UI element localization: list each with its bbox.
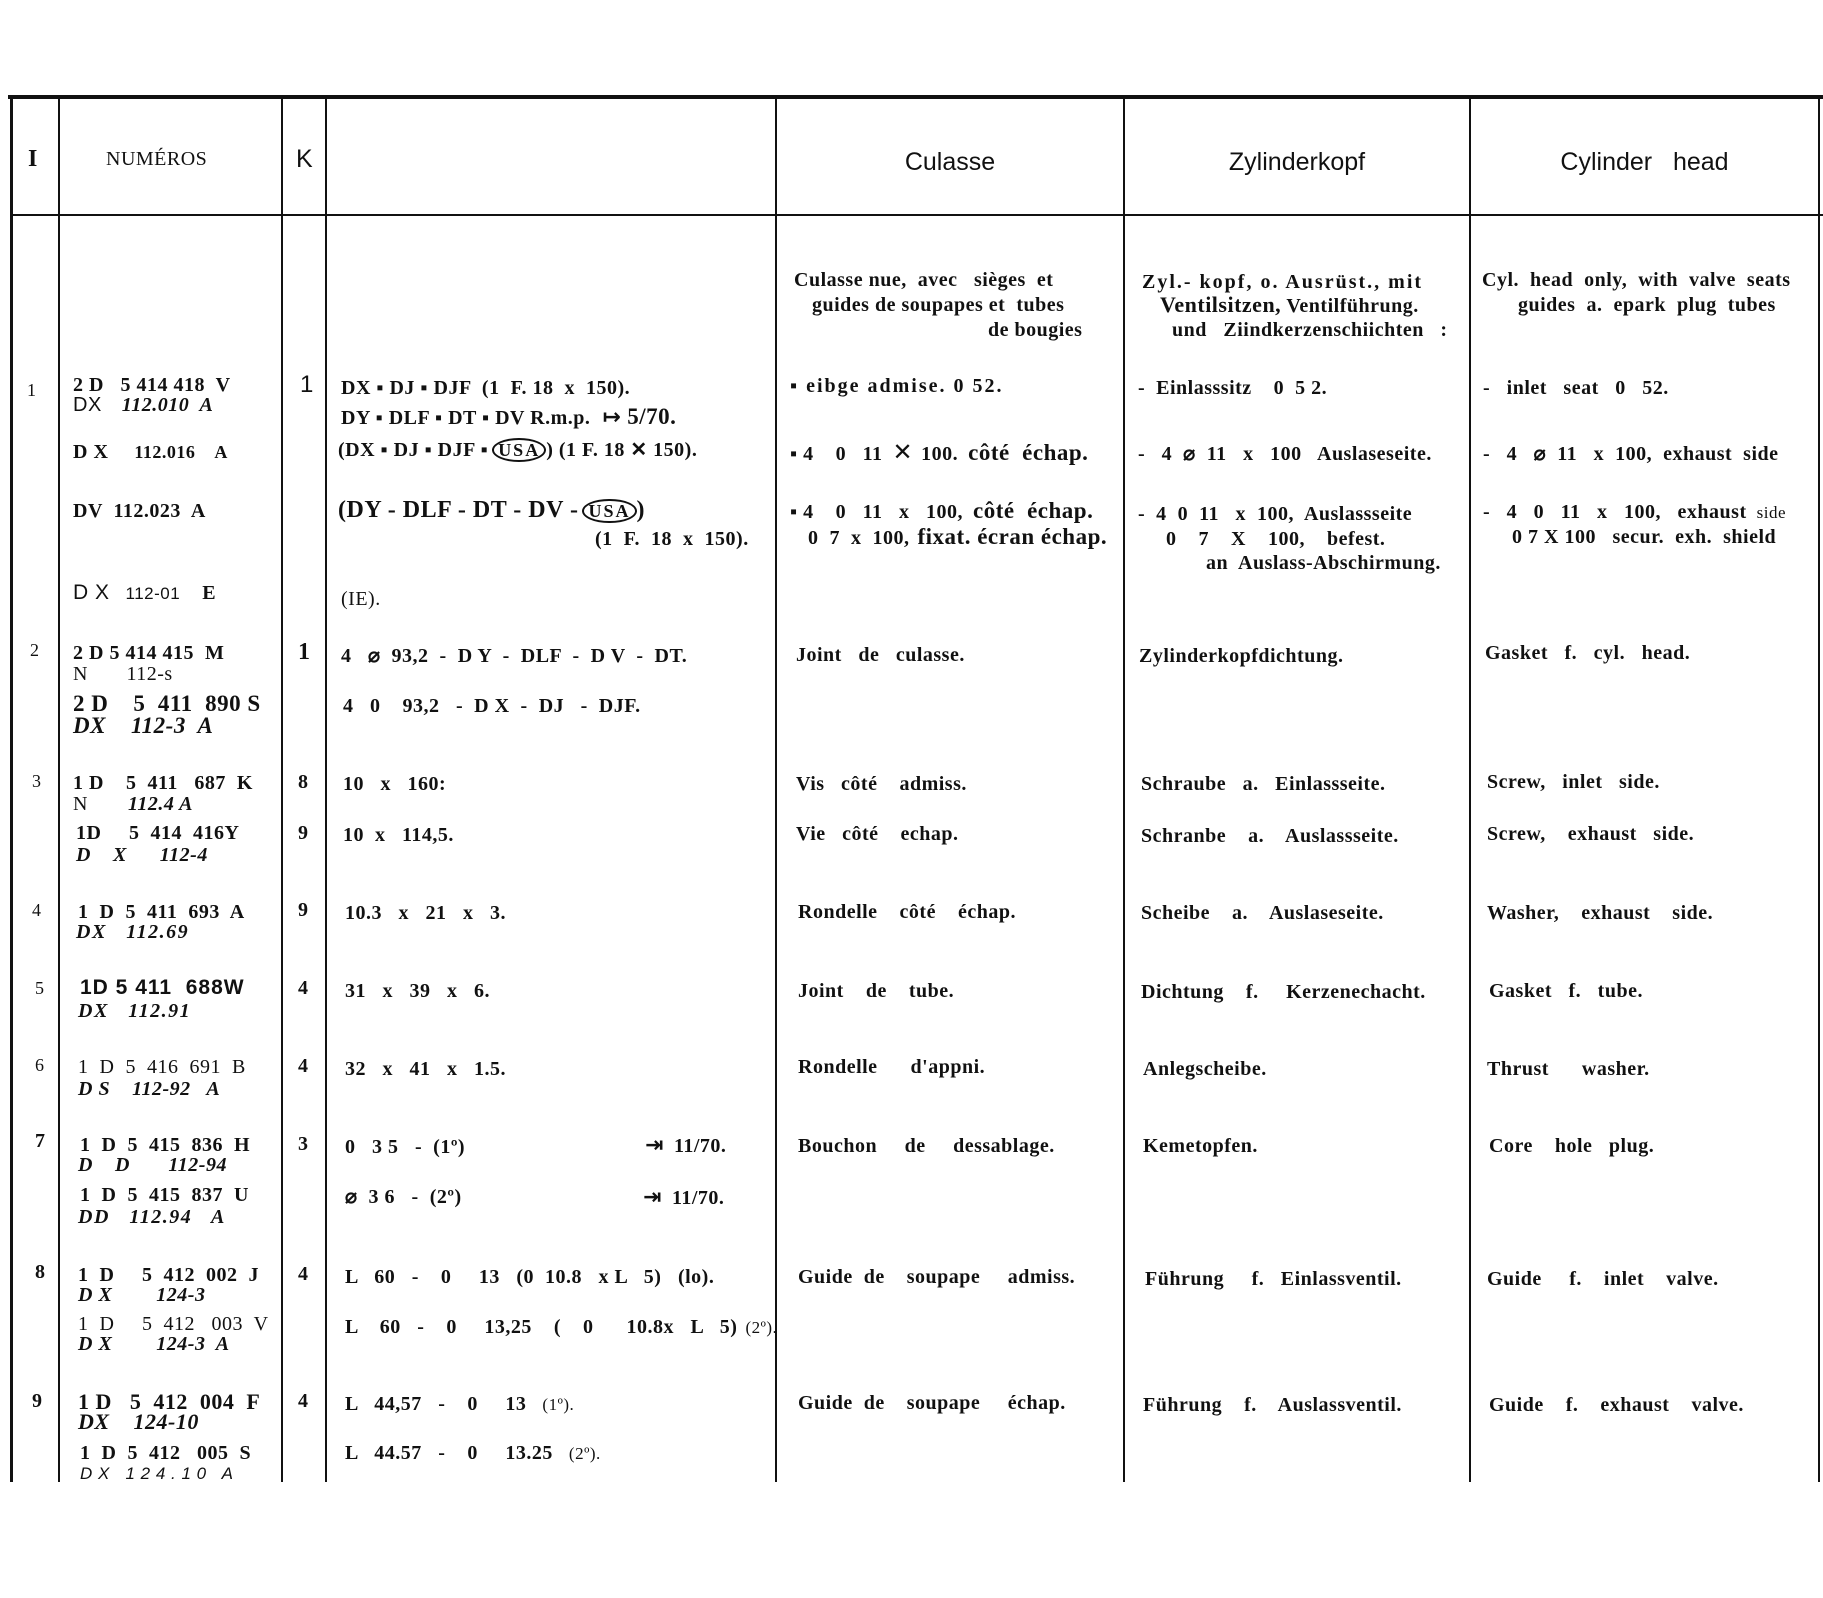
description-line: 4 ⌀ 93,2 - D Y - DLF - D V - DT. [341,645,688,667]
part-number-model: D D 112-94 [78,1154,227,1176]
description-date: 11/70. [673,1135,727,1157]
row-index: 8 [35,1261,46,1283]
en-text [1483,500,1786,525]
row-index: 1 [27,380,37,400]
description-line [643,1186,724,1210]
quantity-k: 4 [298,1390,309,1412]
description-date: 11/70. [671,1187,725,1209]
part-number-model: DD 112.94 A [78,1206,226,1228]
fr-text: Joint de culasse. [796,644,965,666]
header-k: K [296,145,313,173]
part-number-model: DX 112.91 [78,1000,192,1022]
intro-en-line1: Cyl. head only, with valve seats [1482,269,1791,291]
description-text: ) (1 F. 18 ✕ 150). [546,439,698,461]
description-line [345,1441,601,1466]
column-divider [58,97,60,1482]
de-text: Kemetopfen. [1143,1135,1258,1157]
part-number: 2 D 5 414 415 M [73,642,225,664]
fr-text [808,525,1107,550]
part-number: 1 D 5 415 837 U [80,1184,249,1206]
fr-text: Guide de soupape admiss. [798,1266,1076,1288]
de-text: Schraube a. Einlassseite. [1141,773,1386,795]
description-line: DX ▪ DJ ▪ DJF (1 F. 18 x 150). [341,377,631,399]
part-number: 1 D 5 415 836 H [80,1134,250,1156]
description-line: 10.3 x 21 x 3. [345,902,506,924]
quantity-k: 4 [298,977,309,999]
column-divider [1123,97,1125,1482]
en-text: Screw, exhaust side. [1487,823,1695,845]
column-divider [1469,97,1471,1482]
fr-text [790,440,1088,466]
description-line: (IE). [341,588,381,610]
intro-en-line2: guides a. epark plug tubes [1518,294,1776,316]
intro-de-line2 [1160,293,1419,318]
description-line: (1 F. 18 x 150). [595,528,749,550]
intro-fr-line2: guides de soupapes et tubes [812,294,1065,316]
intro-fr-line3: de bougies [988,319,1083,341]
de-text: - Einlasssitz 0 5 2. [1138,377,1328,399]
arrow-icon: ⇥ [643,1185,662,1210]
en-text: 0 7 X 100 secur. exh. shield [1512,526,1777,548]
part-number-model [73,393,213,417]
part-number: 2 D 5 414 418 V [73,374,231,396]
description-text: (2º). [568,1444,601,1463]
description-text: DY ▪ DLF ▪ DT ▪ DV R.m.p. [341,407,591,429]
part-number-suffix: E [202,582,217,604]
de-text: Führung f. Auslassventil. [1143,1394,1402,1416]
part-number-ref: 112-01 [125,584,181,603]
en-text: Guide f. exhaust valve. [1489,1394,1744,1416]
de-text: Schranbe a. Auslassseite. [1141,825,1399,847]
header-numeros: NUMÉROS [106,148,208,170]
description-text: L 60 - 0 13,25 ( 0 10.8x L 5) [345,1316,738,1338]
fr-text: Guide de soupape échap. [798,1392,1066,1414]
description-line: 4 0 93,2 - D X - DJ - DJF. [343,695,641,717]
description-text: (DX ▪ DJ ▪ DJF ▪ [338,439,489,461]
cross-icon: ✕ [892,438,914,466]
part-number-model: D X 124-3 [78,1284,206,1306]
description-line: 10 x 114,5. [343,824,454,846]
description-text: ) [636,497,645,523]
description-text: L 44,57 - 0 13 [345,1393,527,1415]
fr-text: Rondelle côté échap. [798,901,1016,923]
fr-text: Joint de tube. [798,980,955,1002]
en-text: - 4 ⌀ 11 x 100, exhaust side [1483,443,1779,465]
part-number-model [73,581,216,606]
description-text: L 44.57 - 0 13.25 [345,1442,553,1464]
part-number-model: D X 124-3 A [78,1333,230,1355]
en-text: Washer, exhaust side. [1487,902,1714,924]
quantity-k: 3 [298,1133,309,1155]
description-text: (1º). [542,1395,575,1414]
description-text: (2º). [745,1318,778,1337]
usa-stamp-icon: USA [492,438,546,462]
arrow-icon: ⇥ [645,1133,664,1158]
intro-de-ventilsitzen: Ventilsitzen, [1160,292,1282,317]
description-line [338,438,697,462]
header-zylinderkopf: Zylinderkopf [1228,148,1366,176]
description-line [645,1134,726,1158]
intro-fr-line1: Culasse nue, avec sièges et [794,269,1054,291]
part-number-ref: 112.4 A [127,793,193,815]
intro-de-line1: Zyl.- kopf, o. Ausrüst., mit [1142,271,1424,293]
en-text-part: side [1756,503,1787,522]
en-text: Core hole plug. [1489,1135,1655,1157]
part-number-model: D X 1 2 4 . 1 0 A [80,1464,234,1483]
part-number-model: DX 112.69 [76,921,190,943]
row-index: 4 [32,900,42,920]
row-index: 7 [35,1130,46,1152]
row-index: 5 [35,978,45,998]
column-divider [281,97,283,1482]
fr-text-part: 0 7 x 100, [808,527,910,549]
en-text: Gasket f. cyl. head. [1485,642,1691,664]
header-cylinder-head: Cylinder head [1560,148,1729,176]
part-number: 1 D 5 412 002 J [78,1264,259,1286]
description-line: 0 3 5 - (1º) [345,1136,466,1158]
header-index: I [28,146,38,172]
fr-text: Bouchon de dessablage. [798,1135,1055,1157]
fr-text-part: côté échap. [973,498,1094,523]
description-date: 5/70. [627,404,677,429]
en-text: Guide f. inlet valve. [1487,1268,1719,1290]
part-number-ref: 112.010 A [121,394,214,416]
en-text: Gasket f. tube. [1489,980,1643,1002]
de-text: - 4 0 11 x 100, Auslassseite [1138,503,1413,525]
part-number: 1 D 5 412 003 V [78,1313,269,1335]
part-number-model [73,440,228,464]
part-number-prefix: D X [73,581,110,604]
description-line: 10 x 160: [343,773,447,795]
description-line: 31 x 39 x 6. [345,980,490,1002]
description-line [345,1315,777,1340]
part-number: 1D 5 411 688W [80,976,245,999]
part-number: 1 D 5 412 004 F [78,1389,261,1414]
fr-text-part: côté échap. [968,440,1089,465]
arrow-icon: ↦ [602,405,622,430]
row-index: 3 [32,771,42,791]
quantity-k: 8 [298,771,309,793]
fr-text: Vis côté admiss. [796,773,967,795]
part-number-prefix: D X [73,441,109,463]
column-divider [1818,97,1820,1482]
intro-de-line3: und Ziindkerzenschiichten : [1172,319,1448,341]
intro-de-ventilfuehrung: Ventilführung. [1281,295,1419,317]
fr-text: Rondelle d'appni. [798,1056,986,1078]
en-text: - inlet seat 0 52. [1483,377,1669,399]
de-text: Zylinderkopfdichtung. [1139,645,1344,667]
part-number-model [73,792,193,816]
de-text: - 4 ⌀ 11 x 100 Auslaseseite. [1138,443,1432,465]
fr-text: Vie côté echap. [796,823,959,845]
part-number-model: DX 112-3 A [73,713,214,738]
de-text: Anlegscheibe. [1143,1058,1267,1080]
description-line: L 60 - 0 13 (0 10.8 x L 5) (lo). [345,1266,715,1288]
row-index: 2 [30,640,40,660]
part-number: 1 D 5 411 687 K [73,772,253,794]
en-text-part: - 4 0 11 x 100, exhaust [1483,501,1747,523]
fr-text-part: ▪ 4 0 11 x 100, [790,501,963,523]
de-text: 0 7 X 100, befest. [1166,528,1386,550]
description-line [345,1392,574,1417]
description-line [338,498,645,523]
fr-text-part: ▪ 4 0 11 [790,443,883,465]
de-text: an Auslass-Abschirmung. [1206,552,1441,574]
row-index: 6 [35,1055,45,1075]
description-line: 32 x 41 x 1.5. [345,1058,506,1080]
part-number: 1 D 5 416 691 B [78,1056,246,1078]
description-text: (DY - DLF - DT - DV - [338,497,579,523]
fr-text: ▪ eibge admise. 0 52. [790,375,1004,397]
part-number: 2 D 5 411 890 S [73,691,261,716]
header-culasse: Culasse [904,148,996,176]
fr-text-part: fixat. écran échap. [917,524,1108,549]
description-line [341,405,676,430]
de-text: Führung f. Einlassventil. [1145,1268,1402,1290]
part-number-prefix: N [73,793,88,815]
quantity-k: 1 [300,371,314,398]
fr-text [790,499,1093,524]
part-number-model: DV 112.023 A [73,500,206,522]
part-number: 1 D 5 412 005 S [80,1442,252,1464]
part-number-model: N 112-s [73,663,173,685]
row-index: 9 [32,1390,43,1412]
quantity-k: 4 [298,1055,309,1077]
part-number-model: DX 124-10 [78,1409,199,1434]
quantity-k: 9 [298,899,309,921]
en-text: Screw, inlet side. [1487,771,1660,793]
part-number: 1D 5 414 416Y [76,822,240,844]
fr-text-part: 100. [921,443,959,465]
description-line: ⌀ 3 6 - (2º) [345,1186,462,1208]
column-divider [10,97,13,1482]
en-text: Thrust washer. [1487,1058,1650,1080]
part-number-prefix: DX [73,394,102,416]
part-number-ref: 112.016 A [134,442,228,462]
column-divider [775,97,777,1482]
column-divider [325,97,327,1482]
part-number-model: D S 112-92 A [78,1078,221,1100]
quantity-k: 4 [298,1263,309,1285]
de-text: Scheibe a. Auslaseseite. [1141,902,1384,924]
de-text: Dichtung f. Kerzenechacht. [1141,981,1426,1003]
quantity-k: 1 [298,639,311,665]
usa-stamp-icon: USA [582,499,636,523]
quantity-k: 9 [298,822,309,844]
part-number: 1 D 5 411 693 A [78,901,245,923]
part-number-model: D X 112-4 [76,844,208,866]
